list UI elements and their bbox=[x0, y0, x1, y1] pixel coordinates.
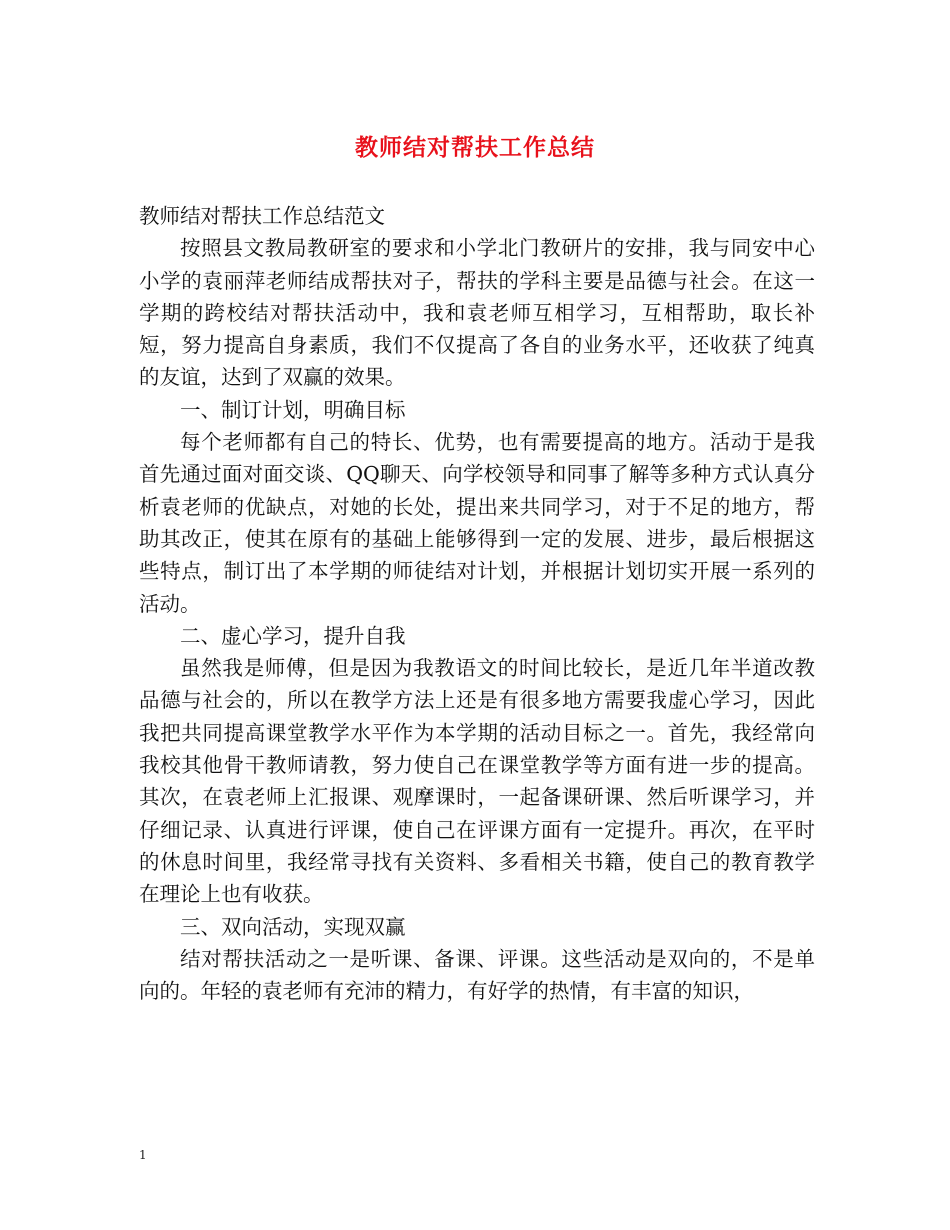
section-heading-2: 二、虚心学习，提升自我 bbox=[180, 623, 406, 648]
section-heading-1: 一、制订计划，明确目标 bbox=[180, 397, 406, 422]
paragraph-intro: 按照县文教局教研室的要求和小学北门教研片的安排，我与同安中心小学的袁丽萍老师结成帮扶对子，帮扶的学科主要是品德与社会。在这一学期的跨校结对帮扶活动中，我和袁老师互相学习，互相帮助，取长补短，努力提高自身素质，我们不仅提高了各自的业务水平，还收获了纯真的友谊，达到了双赢的效果。 bbox=[139, 236, 815, 390]
page-number: 1 bbox=[139, 1148, 147, 1162]
paragraph-section-1: 每个老师都有自己的特长、优势，也有需要提高的地方。活动于是我首先通过面对面交谈、QQ聊天、向学校领导和同事了解等多种方式认真分析袁老师的优缺点，对她的长处，提出来共同学习，对于不足的地方，帮助其改正，使其在原有的基础上能够得到一定的发展、进步，最后根据这些特点，制订出了本学期的师徒结对计划，并根据计划切实开展一系列的活动。 bbox=[139, 430, 815, 616]
document-subtitle: 教师结对帮扶工作总结范文 bbox=[139, 204, 385, 228]
paragraph-section-2: 虽然我是师傅，但是因为我教语文的时间比较长，是近几年半道改教品德与社会的，所以在教学方法上还是有很多地方需要我虚心学习，因此我把共同提高课堂教学水平作为本学期的活动目标之一。首先，我经常向我校其他骨干教师请教，努力使自己在课堂教学等方面有进一步的提高。其次，在袁老师上汇报课、观摩课时，一起备课研课、然后听课学习，并仔细记录、认真进行评课，使自己在评课方面有一定提升。再次，在平时的休息时间里，我经常寻找有关资料、多看相关书籍，使自己的教育教学在理论上也有收获。 bbox=[139, 656, 815, 907]
document-title: 教师结对帮扶工作总结 bbox=[355, 134, 595, 161]
paragraph-section-3: 结对帮扶活动之一是听课、备课、评课。这些活动是双向的，不是单向的。年轻的袁老师有充沛的精力，有好学的热情，有丰富的知识， bbox=[139, 946, 815, 1004]
document-body bbox=[139, 200, 815, 1007]
section-heading-3: 三、双向活动，实现双赢 bbox=[180, 914, 406, 939]
